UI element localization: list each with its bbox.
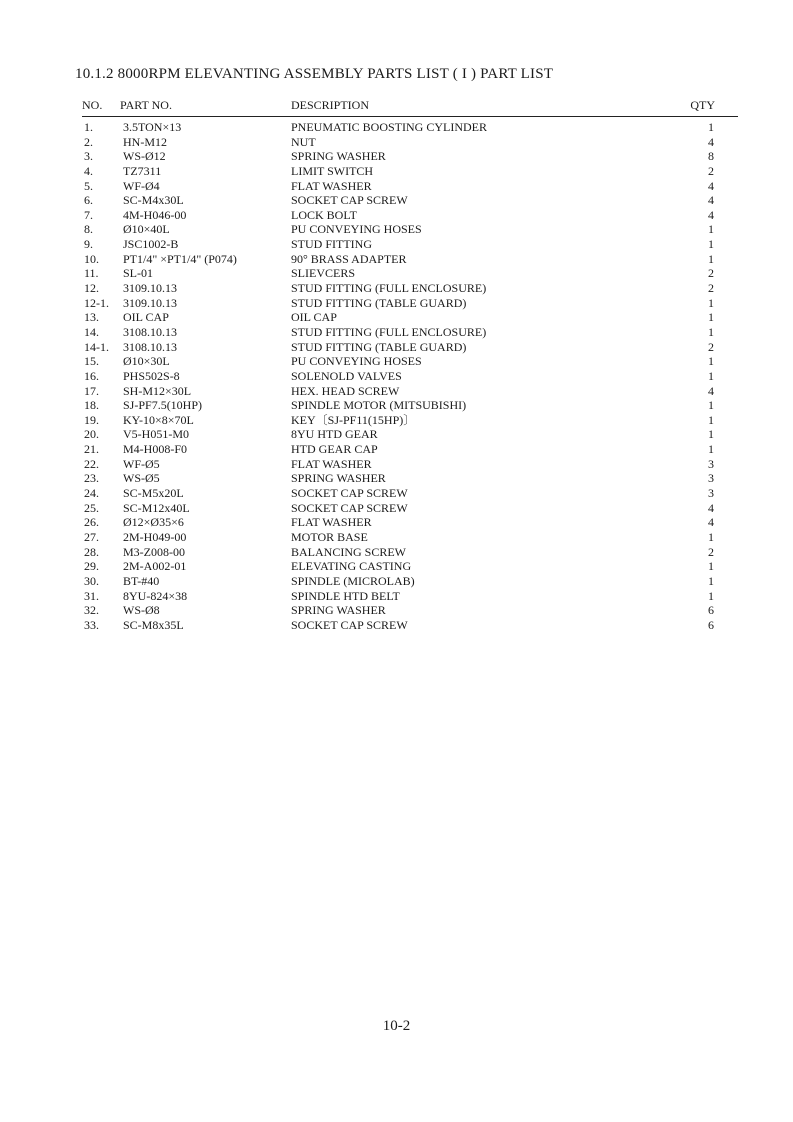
part-number: Ø10×40L (123, 222, 170, 237)
part-number: SC-M4x30L (123, 193, 184, 208)
quantity: 1 (708, 324, 714, 339)
row-number: 14. (84, 324, 99, 339)
quantity: 1 (708, 427, 714, 442)
row-number: 24. (84, 486, 99, 501)
table-row (82, 486, 738, 501)
table-row (82, 471, 738, 486)
description: ELEVATING CASTING (291, 559, 412, 574)
part-number: SH-M12×30L (123, 383, 192, 398)
row-number: 18. (84, 398, 99, 413)
row-number: 20. (84, 427, 99, 442)
quantity: 1 (708, 398, 714, 413)
part-number: 4M-H046-00 (123, 207, 187, 222)
table-row (82, 135, 738, 150)
row-number: 11. (84, 266, 99, 281)
description: SOCKET CAP SCREW (291, 486, 408, 501)
part-number: PT1/4" ×PT1/4" (P074) (123, 251, 237, 266)
description: STUD FITTING (291, 237, 372, 252)
row-number: 32. (84, 603, 99, 618)
description: SLIEVCERS (291, 266, 356, 281)
table-row (82, 193, 738, 208)
description: PNEUMATIC BOOSTING CYLINDER (291, 120, 488, 134)
table-row (82, 325, 738, 340)
description: FLAT WASHER (291, 178, 372, 193)
row-number: 13. (84, 310, 99, 325)
part-number: M3-Z008-00 (123, 544, 185, 559)
table-row (82, 457, 738, 472)
row-number: 25. (84, 500, 99, 515)
quantity: 1 (708, 412, 714, 427)
row-number: 6. (84, 193, 93, 208)
quantity: 4 (708, 500, 714, 515)
quantity: 1 (708, 237, 714, 252)
row-number: 31. (84, 588, 99, 603)
part-number: 3108.10.13 (123, 339, 177, 354)
row-number: 3. (84, 149, 93, 164)
table-row (82, 222, 738, 237)
table-row (82, 413, 738, 428)
part-number: OIL CAP (123, 310, 169, 325)
row-number: 28. (84, 544, 99, 559)
row-number: 8. (84, 222, 93, 237)
table-row (82, 574, 738, 589)
header-no: NO. (82, 98, 103, 112)
description: STUD FITTING (FULL ENCLOSURE) (291, 281, 487, 296)
quantity: 1 (708, 295, 714, 310)
quantity: 1 (708, 120, 714, 134)
part-number: SC-M12x40L (123, 500, 190, 515)
description: STUD FITTING (TABLE GUARD) (291, 339, 467, 354)
part-number: 3108.10.13 (123, 324, 177, 339)
row-number: 16. (84, 368, 99, 383)
part-number: SC-M5x20L (123, 486, 184, 501)
row-number: 4. (84, 163, 93, 178)
row-number: 1. (84, 120, 93, 134)
description: SPINDLE MOTOR (MITSUBISHI) (291, 398, 467, 413)
table-row (82, 515, 738, 530)
table-row (82, 501, 738, 516)
table-row (82, 618, 738, 633)
table-row (82, 427, 738, 442)
table-row (82, 266, 738, 281)
table-body (82, 117, 738, 632)
description: HEX. HEAD SCREW (291, 383, 400, 398)
table-row (82, 296, 738, 311)
quantity: 6 (708, 617, 714, 632)
quantity: 4 (708, 178, 714, 193)
quantity: 1 (708, 442, 714, 457)
part-number: SL-01 (123, 266, 153, 281)
quantity: 2 (708, 544, 714, 559)
part-number: JSC1002-B (123, 237, 179, 252)
part-number: PHS502S-8 (123, 368, 180, 383)
table-row (82, 603, 738, 618)
table-row (82, 384, 738, 399)
description: SPRING WASHER (291, 471, 386, 486)
table-row (82, 208, 738, 223)
part-number: 2M-H049-00 (123, 529, 187, 544)
row-number: 23. (84, 471, 99, 486)
part-number: TZ7311 (123, 163, 162, 178)
description: SPINDLE (MICROLAB) (291, 573, 415, 588)
table-row (82, 179, 738, 194)
row-number: 12-1. (84, 295, 109, 310)
quantity: 2 (708, 339, 714, 354)
table-row (82, 530, 738, 545)
description: 8YU HTD GEAR (291, 427, 378, 442)
part-number: BT-#40 (123, 573, 160, 588)
description: FLAT WASHER (291, 456, 372, 471)
description: STUD FITTING (FULL ENCLOSURE) (291, 324, 487, 339)
quantity: 1 (708, 588, 714, 603)
description: SPRING WASHER (291, 603, 386, 618)
part-number: Ø12×Ø35×6 (123, 515, 184, 530)
quantity: 4 (708, 193, 714, 208)
header-qty: QTY (690, 98, 715, 112)
row-number: 19. (84, 412, 99, 427)
table-row (82, 442, 738, 457)
quantity: 1 (708, 573, 714, 588)
quantity: 3 (708, 486, 714, 501)
row-number: 22. (84, 456, 99, 471)
part-number: SC-M8x35L (123, 617, 184, 632)
page-title: 10.1.2 8000RPM ELEVANTING ASSEMBLY PARTS LIST ( I ) PART LIST (75, 66, 554, 82)
part-number: 2M-A002-01 (123, 559, 187, 574)
table-row (82, 237, 738, 252)
row-number: 26. (84, 515, 99, 530)
table-row (82, 589, 738, 604)
row-number: 14-1. (84, 339, 109, 354)
quantity: 1 (708, 559, 714, 574)
quantity: 1 (708, 354, 714, 369)
description: OIL CAP (291, 310, 337, 325)
row-number: 17. (84, 383, 99, 398)
table-row (82, 340, 738, 355)
description: SOCKET CAP SCREW (291, 500, 408, 515)
part-number: KY-10×8×70L (123, 412, 194, 427)
row-number: 27. (84, 529, 99, 544)
row-number: 21. (84, 442, 99, 457)
part-number: Ø10×30L (123, 354, 170, 369)
part-number: 8YU-824×38 (123, 588, 188, 603)
row-number: 7. (84, 207, 93, 222)
description: FLAT WASHER (291, 515, 372, 530)
row-number: 29. (84, 559, 99, 574)
table-row (82, 281, 738, 296)
description: MOTOR BASE (291, 529, 368, 544)
description: SPINDLE HTD BELT (291, 588, 400, 603)
row-number: 5. (84, 178, 93, 193)
part-number: M4-H008-F0 (123, 442, 188, 457)
description: PU CONVEYING HOSES (291, 222, 422, 237)
row-number: 9. (84, 237, 93, 252)
part-number: 3109.10.13 (123, 281, 177, 296)
description: STUD FITTING (TABLE GUARD) (291, 295, 467, 310)
quantity: 1 (708, 251, 714, 266)
part-number: 3109.10.13 (123, 295, 177, 310)
quantity: 4 (708, 207, 714, 222)
quantity: 1 (708, 310, 714, 325)
quantity: 2 (708, 266, 714, 281)
quantity: 1 (708, 529, 714, 544)
part-number: WF-Ø4 (123, 178, 160, 193)
quantity: 8 (708, 149, 714, 164)
table-row (82, 149, 738, 164)
part-number: WS-Ø8 (123, 603, 160, 618)
table-row (82, 310, 738, 325)
header-description: DESCRIPTION (291, 98, 370, 112)
quantity: 1 (708, 368, 714, 383)
description: 90° BRASS ADAPTER (291, 251, 407, 266)
quantity: 4 (708, 515, 714, 530)
table-row (82, 120, 738, 135)
quantity: 3 (708, 456, 714, 471)
part-number: WF-Ø5 (123, 456, 160, 471)
description: KEY〔SJ-PF11(15HP)〕 (291, 412, 416, 427)
part-number: V5-H051-M0 (123, 427, 189, 442)
part-number: HN-M12 (123, 134, 167, 149)
quantity: 1 (708, 222, 714, 237)
row-number: 15. (84, 354, 99, 369)
description: SOLENOLD VALVES (291, 368, 402, 383)
row-number: 12. (84, 281, 99, 296)
description: PU CONVEYING HOSES (291, 354, 422, 369)
part-number: WS-Ø12 (123, 149, 166, 164)
quantity: 2 (708, 281, 714, 296)
quantity: 4 (708, 383, 714, 398)
table-row (82, 369, 738, 384)
description: SPRING WASHER (291, 149, 386, 164)
row-number: 33. (84, 617, 99, 632)
quantity: 4 (708, 134, 714, 149)
quantity: 6 (708, 603, 714, 618)
description: SOCKET CAP SCREW (291, 617, 408, 632)
page-number: 10-2 (382, 1018, 411, 1034)
description: LOCK BOLT (291, 207, 357, 222)
description: LIMIT SWITCH (291, 163, 374, 178)
quantity: 3 (708, 471, 714, 486)
table-row (82, 559, 738, 574)
row-number: 30. (84, 573, 99, 588)
row-number: 2. (84, 134, 93, 149)
table-row (82, 354, 738, 369)
part-number: WS-Ø5 (123, 471, 160, 486)
table-row (82, 398, 738, 413)
table-row (82, 164, 738, 179)
description: HTD GEAR CAP (291, 442, 378, 457)
row-number: 10. (84, 251, 99, 266)
table-row (82, 545, 738, 560)
part-number: SJ-PF7.5(10HP) (123, 398, 203, 413)
quantity: 2 (708, 163, 714, 178)
description: NUT (291, 134, 316, 149)
part-number: 3.5TON×13 (123, 120, 182, 134)
header-part-no: PART NO. (120, 98, 172, 112)
description: SOCKET CAP SCREW (291, 193, 408, 208)
description: BALANCING SCREW (291, 544, 407, 559)
table-header (82, 96, 738, 117)
table-row (82, 252, 738, 267)
parts-table (82, 96, 738, 632)
